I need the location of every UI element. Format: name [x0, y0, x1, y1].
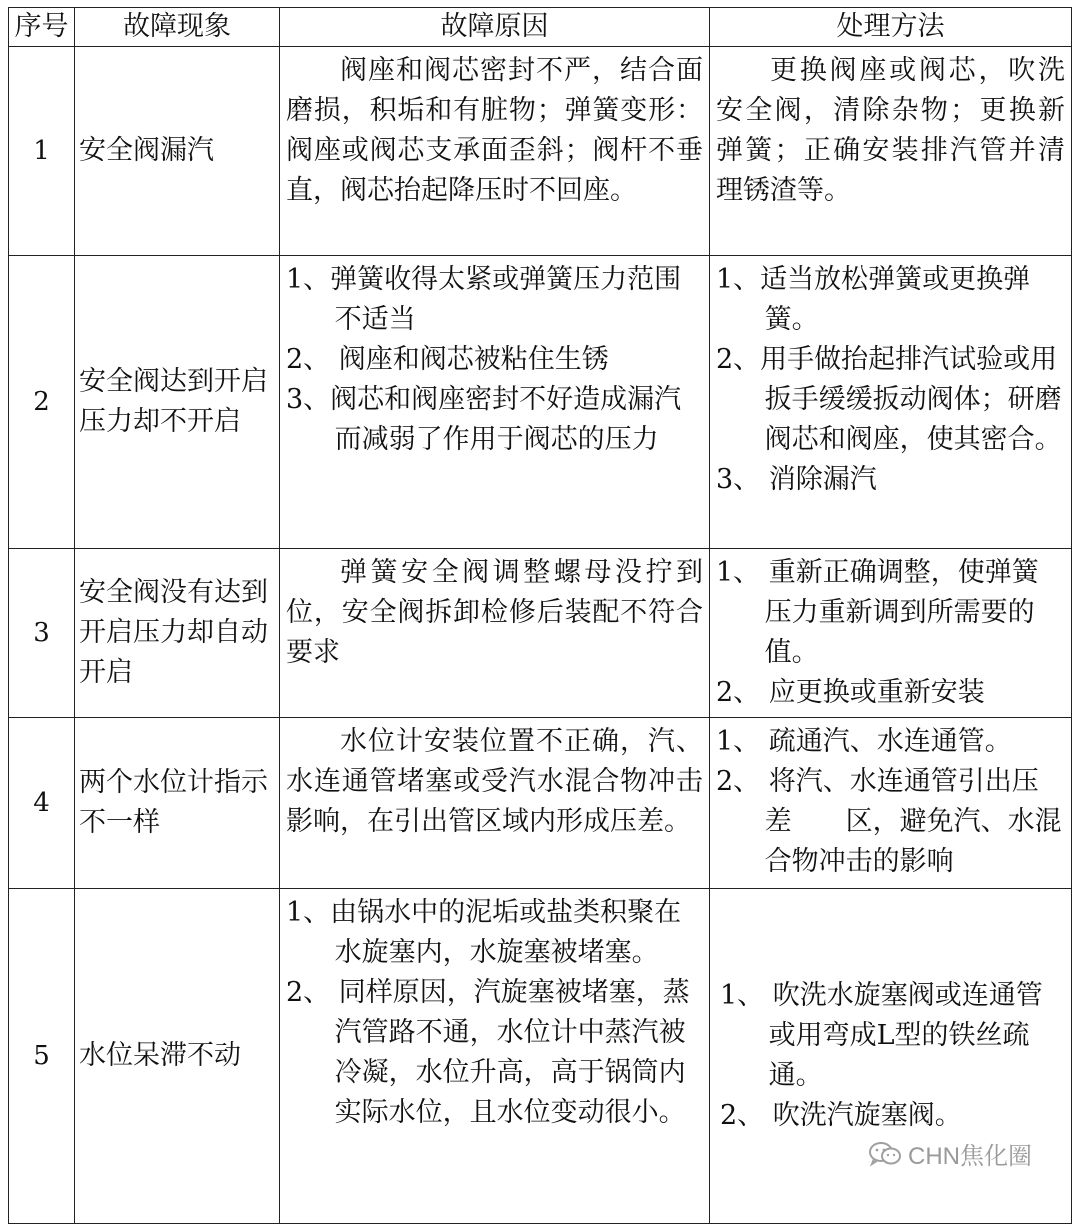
cause-text: 水位计安装位置不正确，汽、水连通管堵塞或受汽水混合物冲击影响，在引出管区域内形成压差。: [286, 726, 703, 837]
cause-item: 1、弹簧收得太紧或弹簧压力范围不适当: [286, 264, 682, 335]
symptom-cell: 安全阀达到开启压力却不开启: [75, 256, 280, 549]
fix-item: 1、 吹洗水旋塞阀或连通管或用弯成L型的铁丝疏通。: [720, 980, 1043, 1091]
cause-text: 阀座和阀芯密封不严，结合面磨损，积垢和有脏物；弹簧变形：阀座或阀芯支承面歪斜；阀杆不垂直，阀芯抬起降压时不回座。: [286, 55, 703, 206]
fix-item: 1、 重新正确调整，使弹簧压力重新调到所需要的值。: [716, 557, 1039, 668]
table-row: [9, 889, 1072, 1224]
fix-cell: [710, 256, 1072, 549]
header-fix: 处理方法: [710, 8, 1072, 47]
symptom-cell: 安全阀没有达到开启压力却自动开启: [75, 549, 280, 718]
cause-text: 弹簧安全阀调整螺母没拧到位，安全阀拆卸检修后装配不符合要求: [286, 557, 703, 668]
header-cause: 故障原因: [280, 8, 710, 47]
row-number: 5: [9, 889, 75, 1224]
row-number: 2: [9, 256, 75, 549]
fix-cell: [710, 47, 1072, 256]
fix-item: 3、 消除漏汽: [716, 464, 877, 495]
cause-cell: [280, 47, 710, 256]
table-row: [9, 256, 1072, 549]
table-row: [9, 47, 1072, 256]
row-number: 3: [9, 549, 75, 718]
cause-item: 3、阀芯和阀座密封不好造成漏汽而减弱了作用于阀芯的压力: [286, 384, 682, 455]
fix-cell: [710, 549, 1072, 718]
watermark-text: CHN焦化圈: [908, 1143, 1032, 1170]
table-row: [9, 549, 1072, 718]
header-symptom: 故障现象: [75, 8, 280, 47]
fix-item: 1、 疏通汽、水连通管。: [716, 726, 1012, 757]
cause-cell: [280, 889, 710, 1224]
table-header-row: [9, 8, 1072, 47]
fix-cell: [710, 889, 1072, 1224]
header-no: 序号: [9, 8, 75, 47]
cause-item: 1、由锅水中的泥垢或盐类积聚在水旋塞内，水旋塞被堵塞。: [286, 897, 682, 968]
symptom-cell: 安全阀漏汽: [75, 47, 280, 256]
cause-item: 2、 同样原因，汽旋塞被堵塞，蒸汽管路不通，水位计中蒸汽被冷凝，水位升高，高于锅筒内实际水位，且水位变动很小。: [286, 977, 690, 1128]
cause-cell: [280, 256, 710, 549]
cause-item: 2、 阀座和阀芯被粘住生锈: [286, 344, 609, 375]
fix-item: 2、 应更换或重新安装: [716, 677, 985, 708]
cause-cell: [280, 549, 710, 718]
fix-item: 2、 吹洗汽旋塞阀。: [720, 1100, 962, 1131]
fix-item: 1、适当放松弹簧或更换弹簧。: [716, 264, 1031, 335]
symptom-cell: 水位呆滞不动: [75, 889, 280, 1224]
wechat-bubble-icon: [868, 1141, 902, 1167]
fix-text: 更换阀座或阀芯，吹洗安全阀，清除杂物；更换新弹簧；正确安装排汽管并清理锈渣等。: [716, 55, 1065, 206]
row-number: 1: [9, 47, 75, 256]
cause-cell: [280, 718, 710, 889]
table-row: [9, 718, 1072, 889]
symptom-cell: 两个水位计指示不一样: [75, 718, 280, 889]
fix-item: 2、 将汽、水连通管引出压差 区，避免汽、水混合物冲击的影响: [716, 766, 1062, 877]
row-number: 4: [9, 718, 75, 889]
fault-table: [8, 7, 1072, 1224]
fix-cell: [710, 718, 1072, 889]
watermark: [868, 1136, 1032, 1171]
fix-item: 2、用手做抬起排汽试验或用扳手缓缓扳动阀体；研磨阀芯和阀座，使其密合。: [716, 344, 1062, 455]
